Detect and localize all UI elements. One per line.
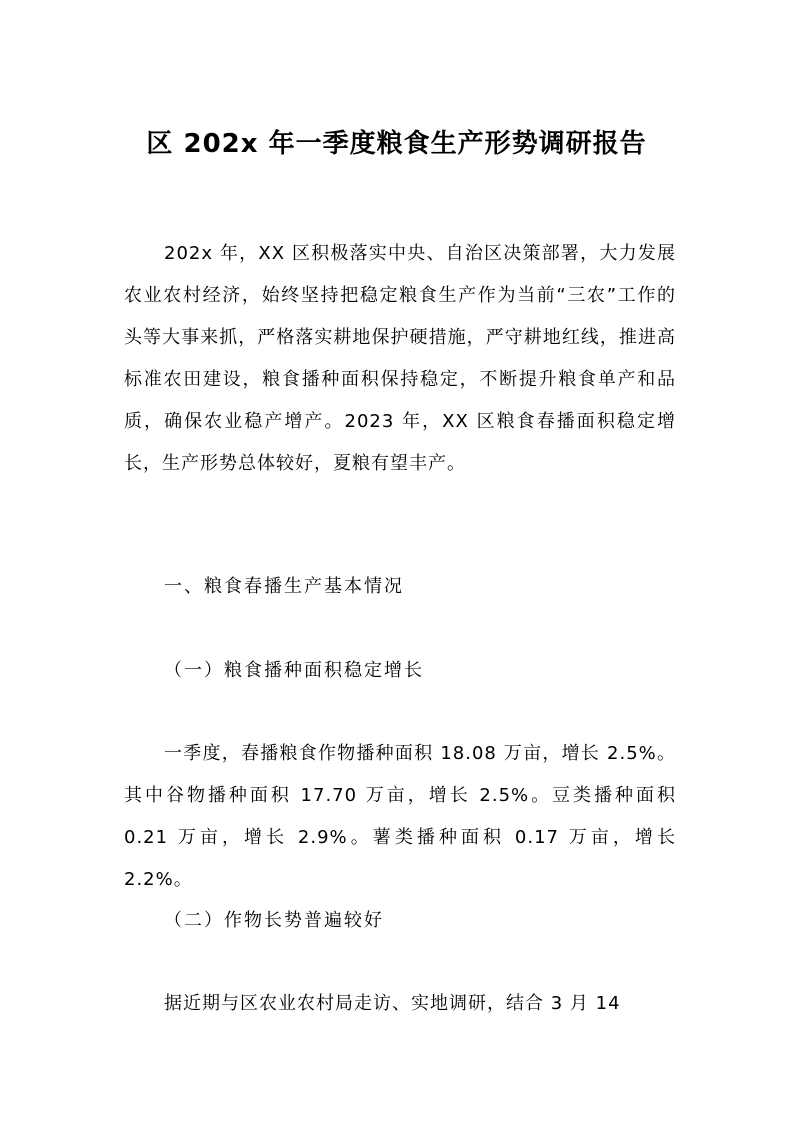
subsection-1-heading: （一）粮食播种面积稳定增长 [164, 660, 424, 681]
section-1-heading: 一、粮食春播生产基本情况 [164, 576, 404, 597]
subsection-2-paragraph: 据近期与区农业农村局走访、实地调研，结合 3 月 14 [164, 993, 621, 1014]
intro-paragraph: 202x 年，XX 区积极落实中央、自治区决策部署，大力发展农业农村经济，始终坚持把稳定粮食生产作为当前“三农”工作的头等大事来抓，严格落实耕地保护硬措施，严守耕地红线，推进高标准农田建设，粮食播种面积保持稳定，不断提升粮食单产和品质，确保农业稳产增产。2023 年，XX 区粮食春播面积稳定增长，生产形势总体较好，夏粮有望丰产。 [124, 243, 676, 474]
document-title: 区 202x 年一季度粮食生产形势调研报告 [146, 129, 647, 159]
subsection-2-heading: （二）作物长势普遍较好 [164, 910, 384, 931]
subsection-1-paragraph: 一季度，春播粮食作物播种面积 18.08 万亩，增长 2.5%。其中谷物播种面积 17.70 万亩，增长 2.5%。豆类播种面积 0.21 万亩，增长 2.9%。薯类播种面积 0.17 万亩，增长 2.2%。 [124, 743, 676, 890]
